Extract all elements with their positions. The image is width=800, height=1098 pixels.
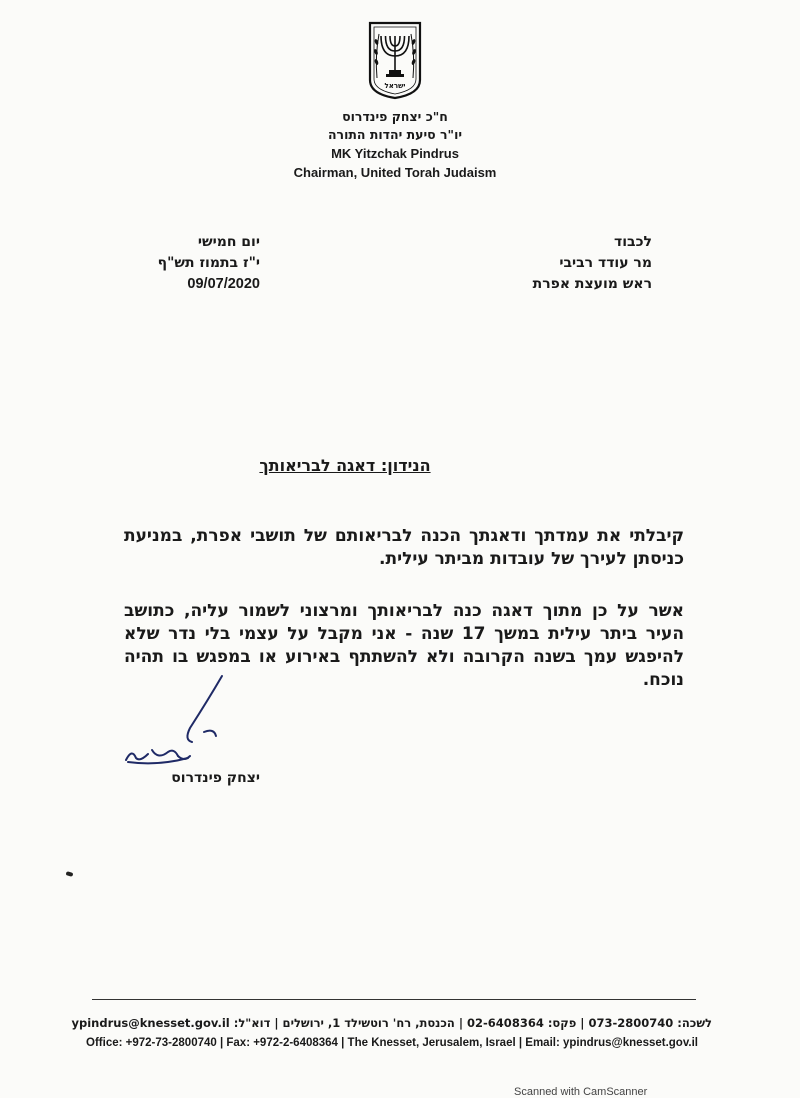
footer-divider	[92, 999, 696, 1000]
recipient-title: ראש מועצת אפרת	[532, 276, 652, 292]
sender-name-hebrew: ח"כ יצחק פינדרוס	[342, 109, 448, 124]
state-emblem-icon	[366, 20, 424, 100]
scan-speck	[66, 871, 74, 877]
scanner-watermark: Scanned with CamScanner	[514, 1086, 648, 1098]
recipient-block	[480, 232, 652, 295]
letterhead	[250, 108, 540, 182]
body-paragraph-2: אשר על כן מתוך דאגה כנה לבריאותך ומרצוני לשמור עליה, כתושב העיר ביתר עילית במשך 17 שנה - אני מקבל על עצמי בלי נדר שלא להיפגש עמך בשנה הקרובה ולא להשתתף באירוע או במפגש בו תהיה נוכח.	[124, 601, 684, 690]
date-gregorian: 09/07/2020	[187, 276, 260, 292]
date-hebrew: י"ז בתמוז תש"ף	[157, 255, 260, 271]
sender-role-english: Chairman, United Torah Judaism	[293, 165, 497, 180]
date-block	[110, 232, 260, 295]
letter-subject: הנידון: דאגה לבריאותך	[259, 456, 431, 475]
footer-contact-english: Office: +972-73-2800740 | Fax: +972-2-6408364 | The Knesset, Jerusalem, Israel | Email: ypindrus@knesset.gov.il	[86, 1037, 698, 1049]
recipient-name: מר עודד רביבי	[559, 255, 652, 271]
handwritten-signature	[118, 670, 238, 770]
sender-name-english: MK Yitzchak Pindrus	[331, 146, 459, 161]
recipient-salutation: לכבוד	[614, 234, 652, 250]
date-weekday: יום חמישי	[197, 234, 260, 250]
sender-role-hebrew: יו"ר סיעת יהדות התורה	[327, 127, 463, 142]
body-paragraph-1: קיבלתי את עמדתך ודאגתך הכנה לבריאותם של תושבי אפרת, במניעת כניסתן לעירך של עובדות מביתר עילית.	[124, 526, 684, 569]
footer-contact-hebrew: לשכה: 073-2800740 | פקס: 02-6408364 | הכנסת, רח' רוטשילד 1, ירושלים | דוא"ל: ypindrus@knesset.gov.il	[71, 1016, 712, 1030]
emblem-caption: ישראל	[384, 82, 406, 90]
signer-name: יצחק פינדרוס	[171, 770, 260, 786]
